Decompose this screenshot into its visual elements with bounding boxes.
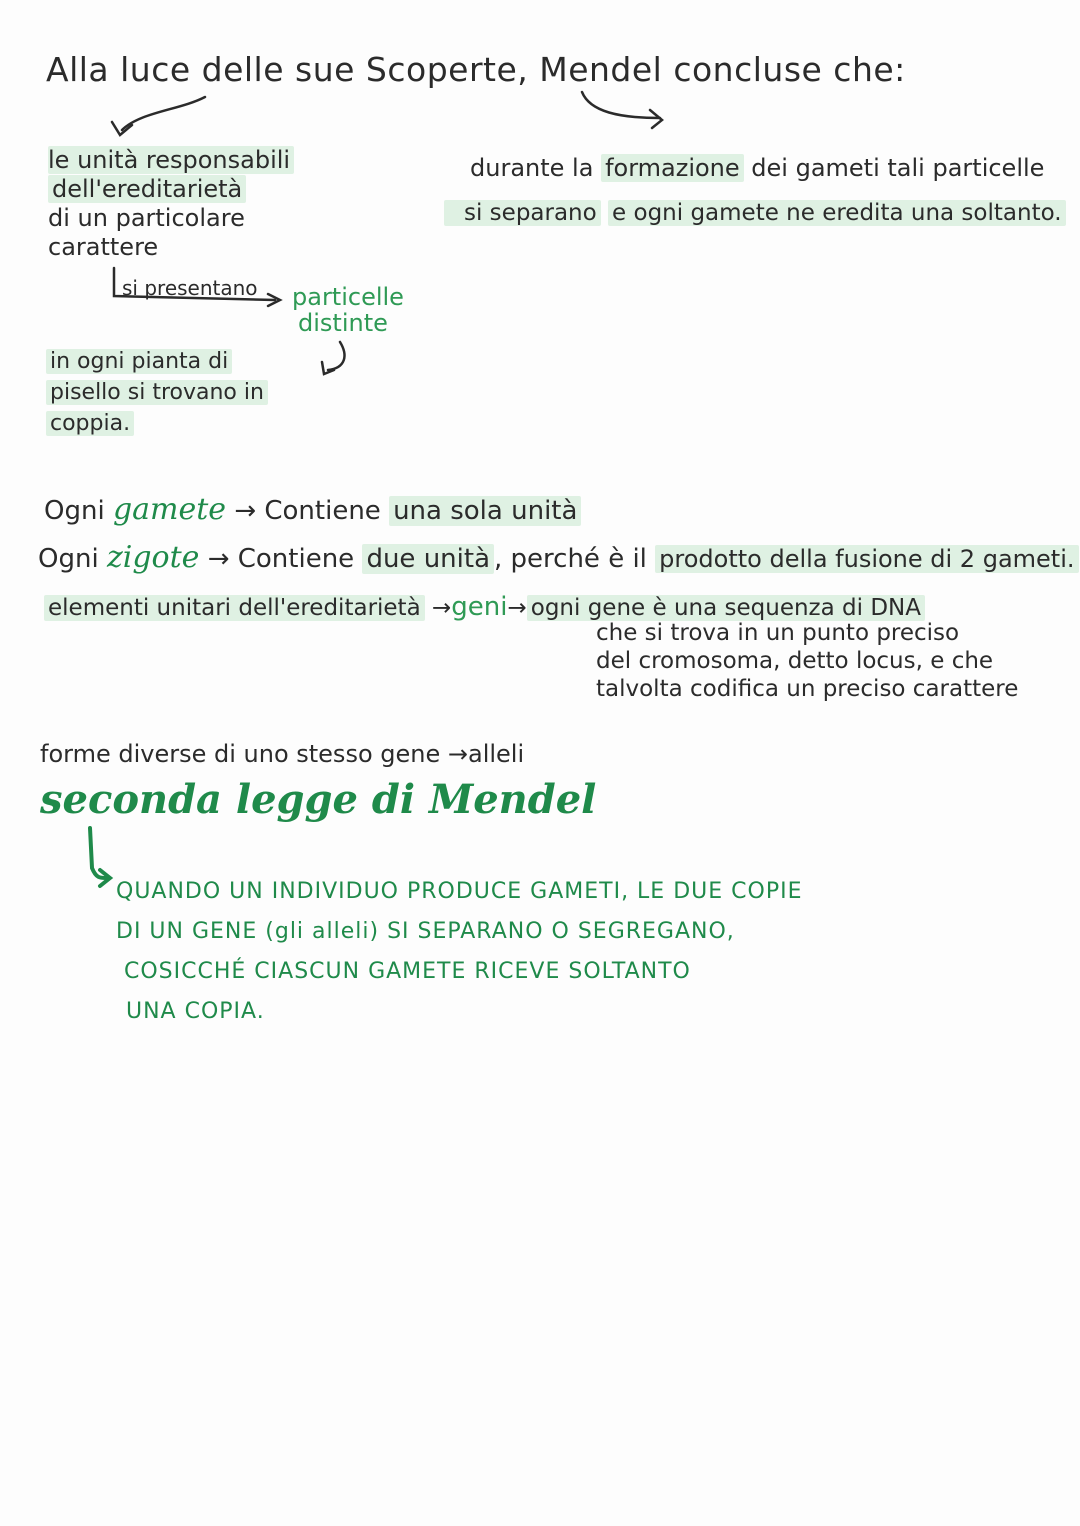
alleli-word: alleli <box>467 740 525 768</box>
due-unita-highlight: due unità <box>362 544 494 574</box>
zigote-word: zigote <box>106 540 200 575</box>
zigote-line <box>38 540 1079 575</box>
ogni-gene-highlight: ogni gene è una sequenza di DNA <box>527 595 925 621</box>
contiene-label: Contiene <box>237 544 355 574</box>
particelle-line-2: distinte <box>298 309 388 337</box>
gamete-line <box>44 492 581 527</box>
arrow-icon: → <box>234 496 257 526</box>
second-law-line-4: UNA COPIA. <box>126 999 265 1024</box>
unita-text <box>48 146 294 262</box>
second-law-line-1: QUANDO UN INDIVIDUO PRODUCE GAMETI, LE DUE COPIE <box>116 879 803 904</box>
durante-text: durante la <box>470 154 594 182</box>
unita-line-3: di un particolare <box>48 204 245 232</box>
una-sola-unita-highlight: una sola unità <box>389 496 581 526</box>
unita-line-2: dell'ereditarietà <box>48 175 246 203</box>
geni-word: geni <box>451 592 508 622</box>
geni-cont-line-3: talvolta codifica un preciso carattere <box>596 676 1019 702</box>
arrow-icon: → <box>447 740 468 768</box>
particelle-distinte <box>292 284 404 336</box>
geni-line <box>44 592 925 622</box>
prodotto-fusione-highlight: prodotto della fusione di 2 gameti. <box>655 545 1078 573</box>
si-presentano-label: si presentano <box>122 276 258 300</box>
forme-diverse-text: forme diverse di uno stesso gene <box>40 740 441 768</box>
geni-continuation <box>596 619 1018 703</box>
gameti-particelle-text: dei gameti tali particelle <box>751 154 1045 182</box>
arrow-icon: → <box>431 595 452 621</box>
right-branch-line-1 <box>470 154 1044 182</box>
page-title: Alla luce delle sue Scoperte, Mendel concluse che: <box>46 50 906 89</box>
formazione-highlight: formazione <box>601 154 744 182</box>
si-separano-highlight: si separano <box>444 200 601 226</box>
ogni-label: Ogni <box>38 544 99 574</box>
perche-text: , perché è il <box>494 544 647 574</box>
second-law-heading: seconda legge di Mendel <box>40 776 597 823</box>
elementi-unitari-highlight: elementi unitari dell'ereditarietà <box>44 595 425 621</box>
geni-cont-line-1: che si trova in un punto preciso <box>596 620 960 646</box>
eredita-highlight: e ogni gamete ne eredita una soltanto. <box>608 200 1066 226</box>
coppia-line-1: in ogni pianta di <box>46 349 232 374</box>
coppia-line-3: coppia. <box>46 411 134 436</box>
particelle-line-1: particelle <box>292 283 404 311</box>
geni-cont-line-2: del cromosoma, detto locus, e che <box>596 648 994 674</box>
contiene-label: Contiene <box>264 496 381 526</box>
second-law-body <box>116 872 802 1032</box>
coppia-text <box>46 346 268 439</box>
arrow-icon: → <box>207 544 230 574</box>
unita-line-1: le unità responsabili <box>48 146 294 174</box>
second-law-line-2: DI UN GENE (gli alleli) SI SEPARANO O SEGREGANO, <box>116 919 735 944</box>
arrow-icon: → <box>507 595 527 621</box>
ogni-label: Ogni <box>44 496 105 526</box>
gamete-word: gamete <box>112 492 227 527</box>
right-branch-line-2 <box>444 200 1066 226</box>
unita-line-4: carattere <box>48 233 159 261</box>
coppia-line-2: pisello si trovano in <box>46 380 268 405</box>
second-law-line-3: COSICCHÉ CIASCUN GAMETE RICEVE SOLTANTO <box>124 959 691 984</box>
alleli-line <box>40 740 524 768</box>
